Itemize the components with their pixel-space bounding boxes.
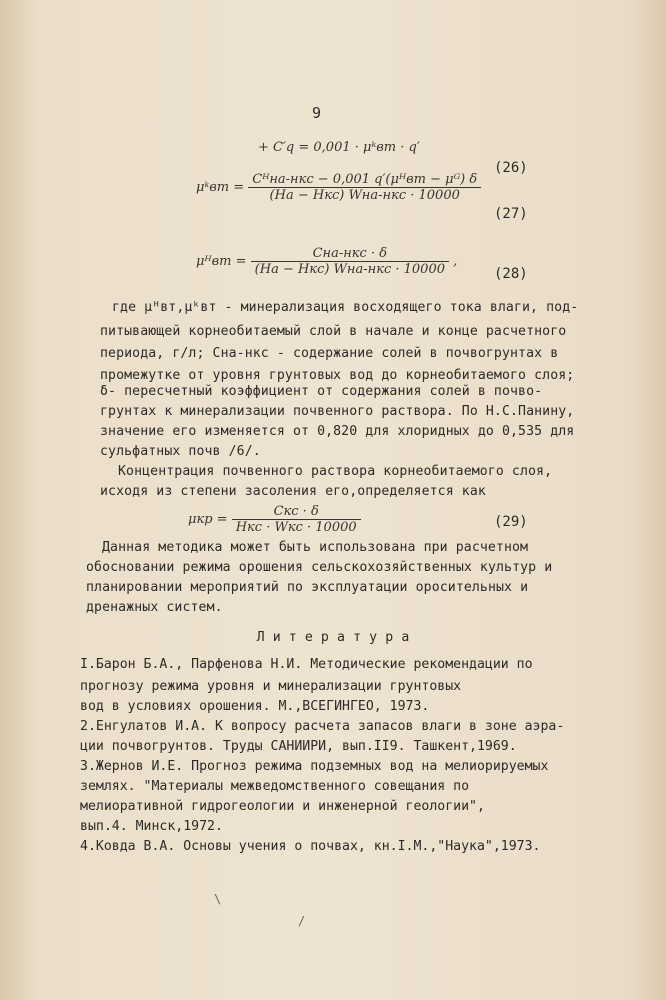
reference-line: прогнозу режима уровня и минерализации грунтовых: [80, 679, 462, 694]
page-number: 9: [312, 104, 322, 122]
equation-number-26: (26): [494, 160, 528, 176]
conclusion-line: планировании мероприятий по эксплуатации оросительных и: [86, 580, 529, 595]
formula-26-numerator: Cᴴна-нкс − 0,001 q′(μᴴвт − μᴳ) δ: [248, 172, 481, 188]
body-line: где μᴴвт,μᵏвт - минерализация восходящего тока влаги, под-: [112, 300, 579, 315]
formula-28: [196, 246, 457, 277]
body-line: периода, г/л; Cна-нкс - содержание солей в почвогрунтах в: [100, 346, 559, 361]
body-line: Концентрация почвенного раствора корнеобитаемого слоя,: [118, 464, 553, 479]
literature-heading: Л и т е р а т у р а: [256, 630, 410, 645]
conclusion-line: Данная методика может быть использована при расчетном: [102, 540, 529, 555]
formula-26-denominator: (Hа − Hкс) Wна-нкс · 10000: [269, 188, 460, 203]
reference-line: 3.Жернов И.Е. Прогноз режима подземных вод на мелиорируемых: [80, 759, 549, 774]
formula-29-numerator: Cкс · δ: [232, 504, 361, 520]
body-line: δ- пересчетный коэффициент от содержания солей в почво-: [100, 384, 543, 399]
formula-29: [188, 504, 361, 535]
formula-26: [196, 172, 481, 203]
equation-number-27: (27): [494, 206, 528, 222]
formula-28-lhs: μᴴвт =: [196, 254, 247, 269]
formula-28-tail: ,: [453, 254, 458, 269]
formula-29-fraction: [232, 504, 361, 535]
reference-line: 2.Енгулатов И.А. К вопросу расчета запасов влаги в зоне аэра-: [80, 719, 565, 734]
conclusion-line: дренажных систем.: [86, 600, 223, 615]
body-line: значение его изменяется от 0,820 для хлоридных до 0,535 для: [100, 424, 575, 439]
reference-line: 4.Ковда В.А. Основы учения о почвах, кн.I.М.,"Наука",1973.: [80, 839, 541, 854]
formula-26-fraction: [248, 172, 481, 203]
reference-line: вып.4. Минск,1972.: [80, 819, 223, 834]
reference-line: I.Барон Б.А., Парфенова Н.И. Методические рекомендации по: [80, 657, 533, 672]
reference-line: землях. "Материалы межведомственного совещания по: [80, 779, 470, 794]
conclusion-line: обосновании режима орошения сельскохозяйственных культур и: [86, 560, 553, 575]
stray-mark: /: [298, 914, 306, 928]
reference-line: мелиоративной гидрогеологии и инженерной геологии",: [80, 799, 485, 814]
body-line: сульфатных почв /6/.: [100, 444, 261, 459]
formula-28-numerator: Cна-нкс · δ: [251, 246, 449, 262]
body-line: исходя из степени засоления его,определяется как: [100, 484, 486, 499]
formula-29-denominator: Hкс · Wкс · 10000: [235, 520, 357, 535]
body-line: грунтах к минерализации почвенного раствора. По Н.С.Панину,: [100, 404, 575, 419]
formula-carry-line: + C′q = 0,001 · μᵏвт · q′: [258, 140, 420, 155]
body-line: питывающей корнеобитаемый слой в начале и конце расчетного: [100, 324, 567, 339]
formula-28-denominator: (Hа − Hкс) Wна-нкс · 10000: [254, 262, 445, 277]
equation-number-28: (28): [494, 266, 528, 282]
formula-28-fraction: [251, 246, 449, 277]
formula-29-lhs: μкр =: [188, 512, 228, 527]
equation-number-29: (29): [494, 514, 528, 530]
formula-26-lhs: μᵏвт =: [196, 180, 245, 195]
reference-line: вод в условиях орошения. М.,ВСЕГИНГЕО, 1973.: [80, 699, 430, 714]
reference-line: ции почвогрунтов. Труды САНИИРИ, вып.II9. Ташкент,1969.: [80, 739, 517, 754]
body-line: промежутке от уровня грунтовых вод до корнеобитаемого слоя;: [100, 368, 575, 383]
stray-mark: \: [214, 892, 222, 906]
